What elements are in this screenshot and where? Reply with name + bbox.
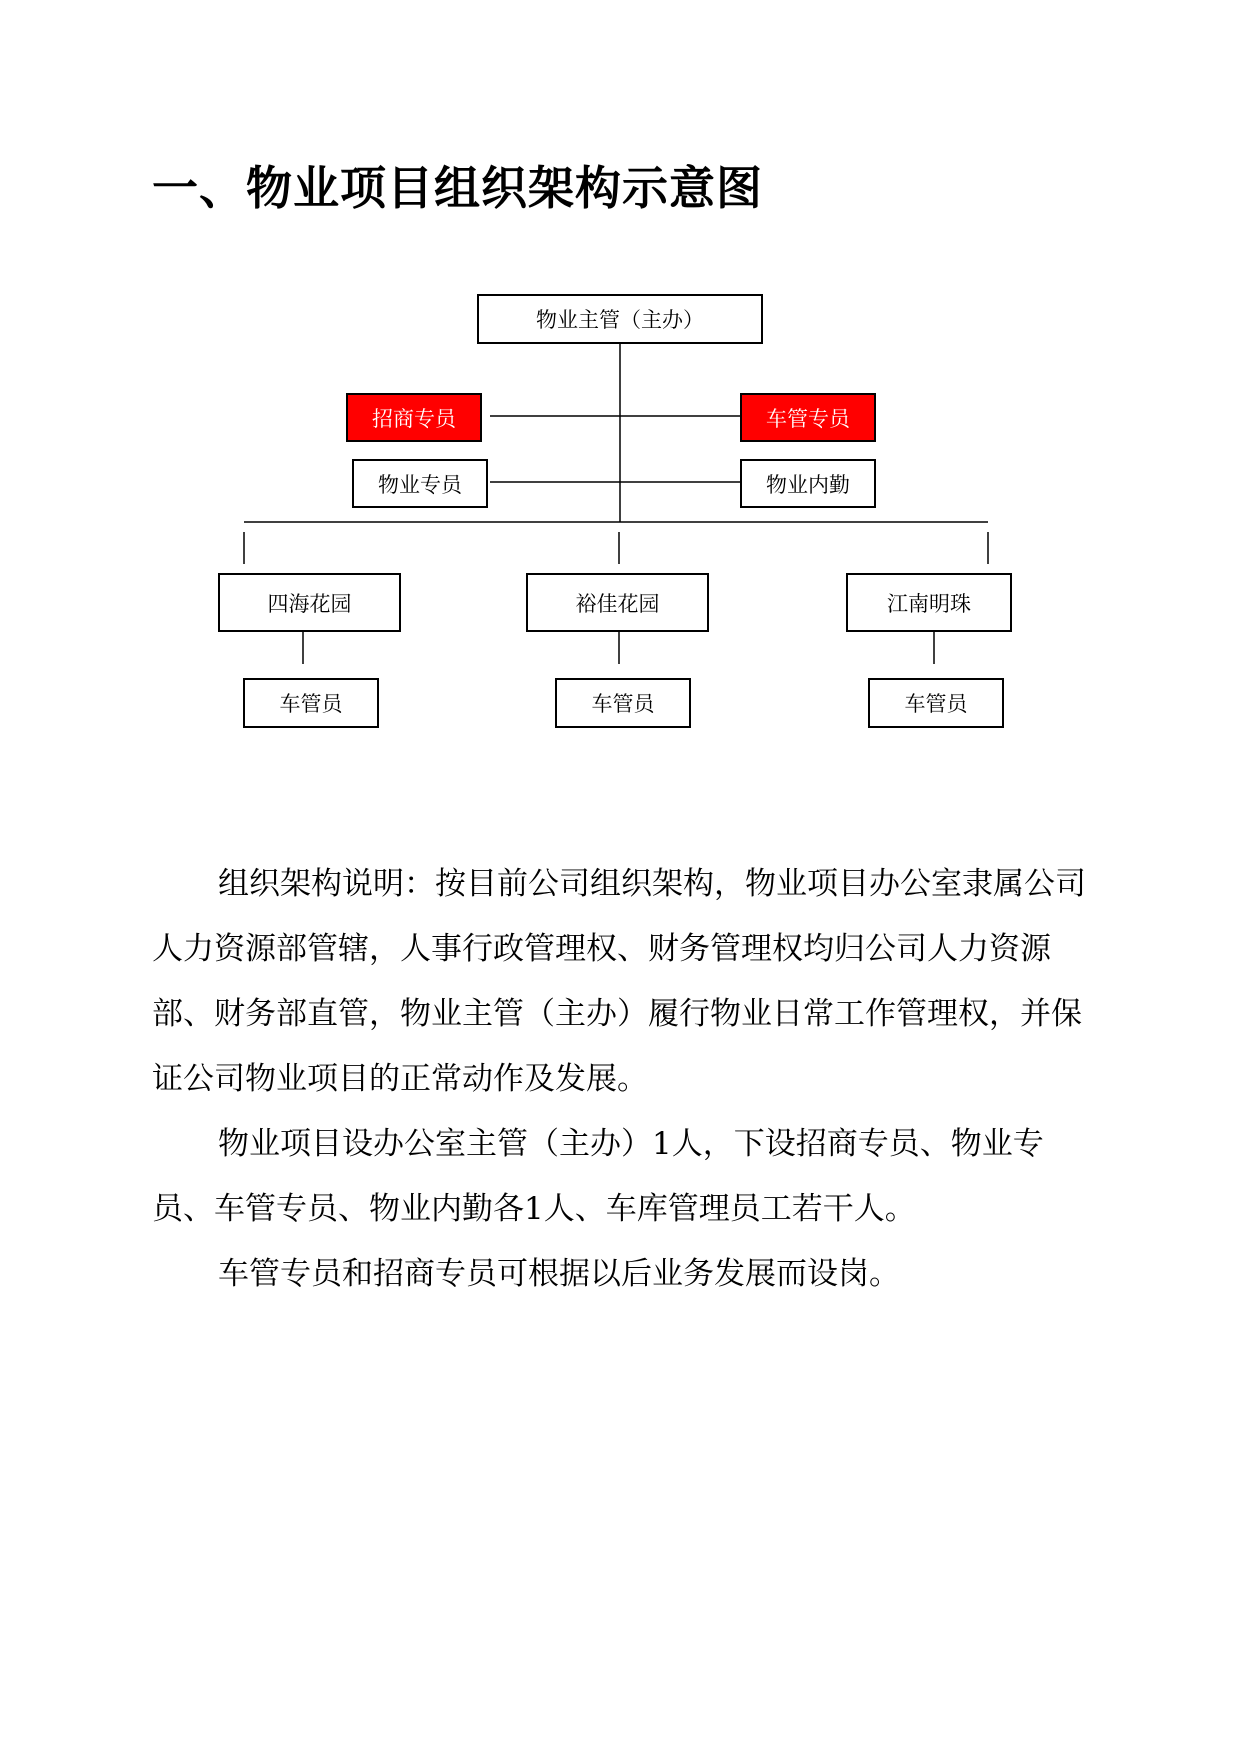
paragraph-org-description: 组织架构说明：按目前公司组织架构，物业项目办公室隶属公司人力资源部管辖，人事行政管理权、财务管理权均归公司人力资源部、财务部直管，物业主管（主办）履行物业日常工作管理权，并保证公司物业项目的正常动作及发展。 [152,866,1086,1097]
node-property-specialist: 物业专员 [352,459,488,508]
node-project-yujia: 裕佳花园 [526,573,709,632]
node-parking-staff-3: 车管员 [868,678,1004,728]
node-parking-staff-2: 车管员 [555,678,691,728]
node-project-jiangnan: 江南明珠 [846,573,1012,632]
node-parking-staff-1: 车管员 [243,678,379,728]
paragraph-staffing: 物业项目设办公室主管（主办）1人，下设招商专员、物业专员、车管专员、物业内勤各1人、车库管理员工若干人。 [152,1126,1044,1227]
node-property-clerk: 物业内勤 [740,459,876,508]
page-title: 一、物业项目组织架构示意图 [152,161,763,215]
node-merchant-specialist: 招商专员 [346,393,482,442]
org-chart-connectors [0,0,1241,760]
body-text [152,852,1092,1307]
node-project-sihai: 四海花园 [218,573,401,632]
node-root-supervisor: 物业主管（主办） [477,294,763,344]
node-parking-specialist: 车管专员 [740,393,876,442]
paragraph-positions-note: 车管专员和招商专员可根据以后业务发展而设岗。 [218,1256,900,1292]
